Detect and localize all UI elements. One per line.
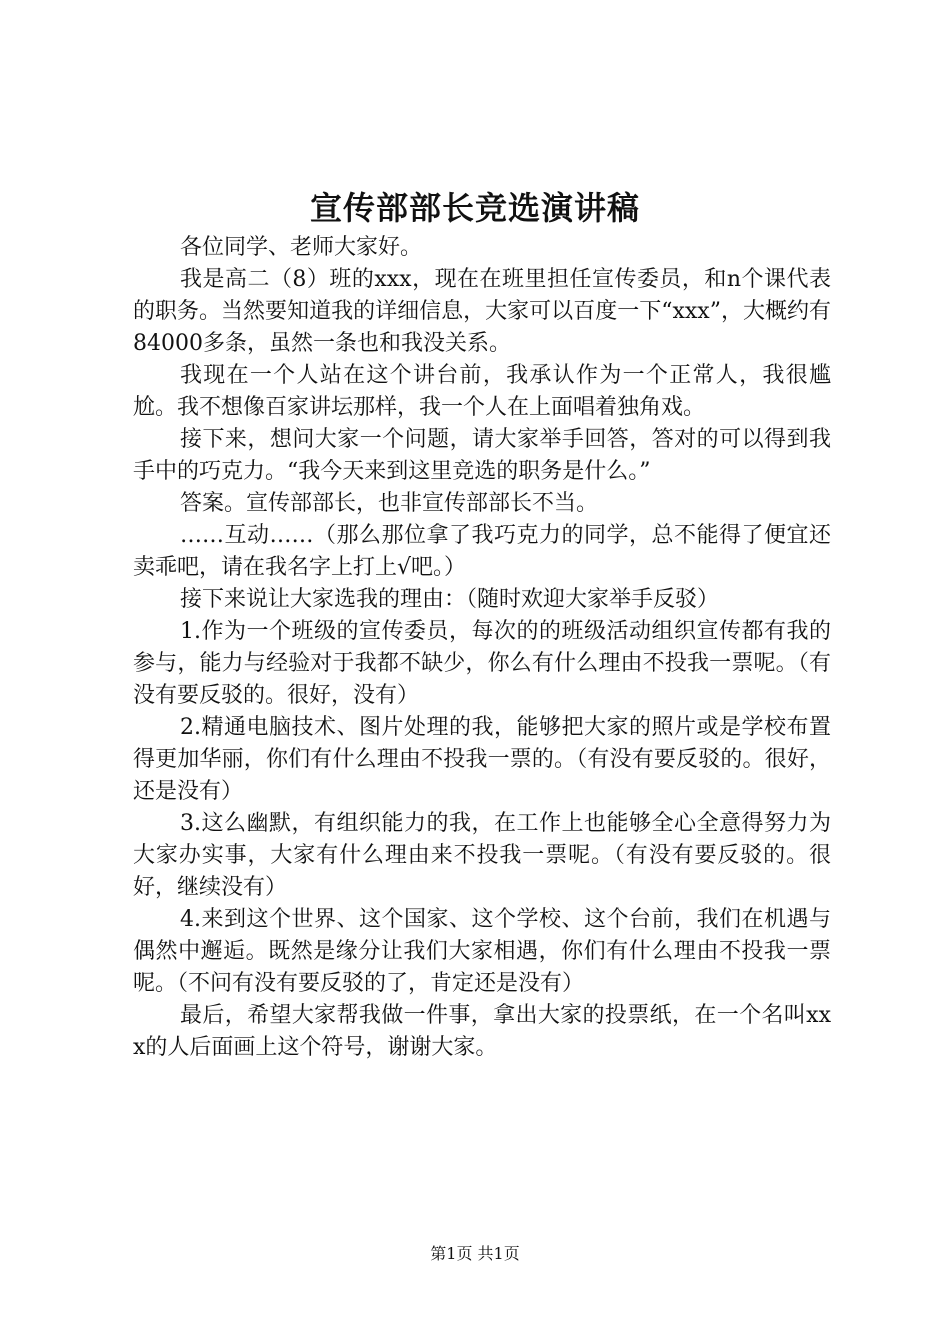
paragraph-introduction: 我是高二（8）班的xxx，现在在班里担任宣传委员，和n个课代表的职务。当然要知道我的详细信息，大家可以百度一下“xxx”，大概约有84000多条，虽然一条也和我没关系。 [133, 267, 831, 356]
paragraph-reason-3: 3.这么幽默，有组织能力的我，在工作上也能够全心全意得努力为大家办实事，大家有什么理由来不投我一票呢。（有没有要反驳的。很好，继续没有） [133, 811, 831, 900]
document-title: 宣传部部长竞选演讲稿 [309, 189, 640, 227]
page-number-footer: 第1页 共1页 [430, 1244, 520, 1263]
paragraph-reason-1: 1.作为一个班级的宣传委员，每次的的班级活动组织宣传都有我的参与，能力与经验对于我都不缺少，你么有什么理由不投我一票呢。（有没有要反驳的。很好，没有） [133, 619, 831, 708]
document-body [133, 232, 831, 1064]
paragraph-reason-4: 4.来到这个世界、这个国家、这个学校、这个台前，我们在机遇与偶然中邂逅。既然是缘分让我们大家相遇，你们有什么理由不投我一票呢。（不问有没有要反驳的了，肯定还是没有） [133, 907, 831, 996]
paragraph-reasons-intro: 接下来说让大家选我的理由：（随时欢迎大家举手反驳） [180, 587, 720, 612]
paragraph-interaction: ……互动……（那么那位拿了我巧克力的同学，总不能得了便宜还卖乖吧，请在我名字上打上√吧。） [133, 523, 831, 580]
paragraph-answer: 答案。宣传部部长，也非宣传部部长不当。 [180, 491, 599, 516]
paragraph-question: 接下来，想问大家一个问题，请大家举手回答，答对的可以得到我手中的巧克力。“我今天来到这里竞选的职务是什么。” [133, 427, 831, 484]
paragraph-greeting: 各位同学、老师大家好。 [180, 235, 423, 260]
paragraph-reason-2: 2.精通电脑技术、图片处理的我，能够把大家的照片或是学校布置得更加华丽，你们有什么理由不投我一票的。（有没有要反驳的。很好，还是没有） [133, 715, 831, 804]
paragraph-podium: 我现在一个人站在这个讲台前，我承认作为一个正常人，我很尴尬。我不想像百家讲坛那样，我一个人在上面唱着独角戏。 [133, 363, 831, 420]
paragraph-closing: 最后，希望大家帮我做一件事，拿出大家的投票纸，在一个名叫xxx的人后面画上这个符号，谢谢大家。 [133, 1003, 831, 1060]
